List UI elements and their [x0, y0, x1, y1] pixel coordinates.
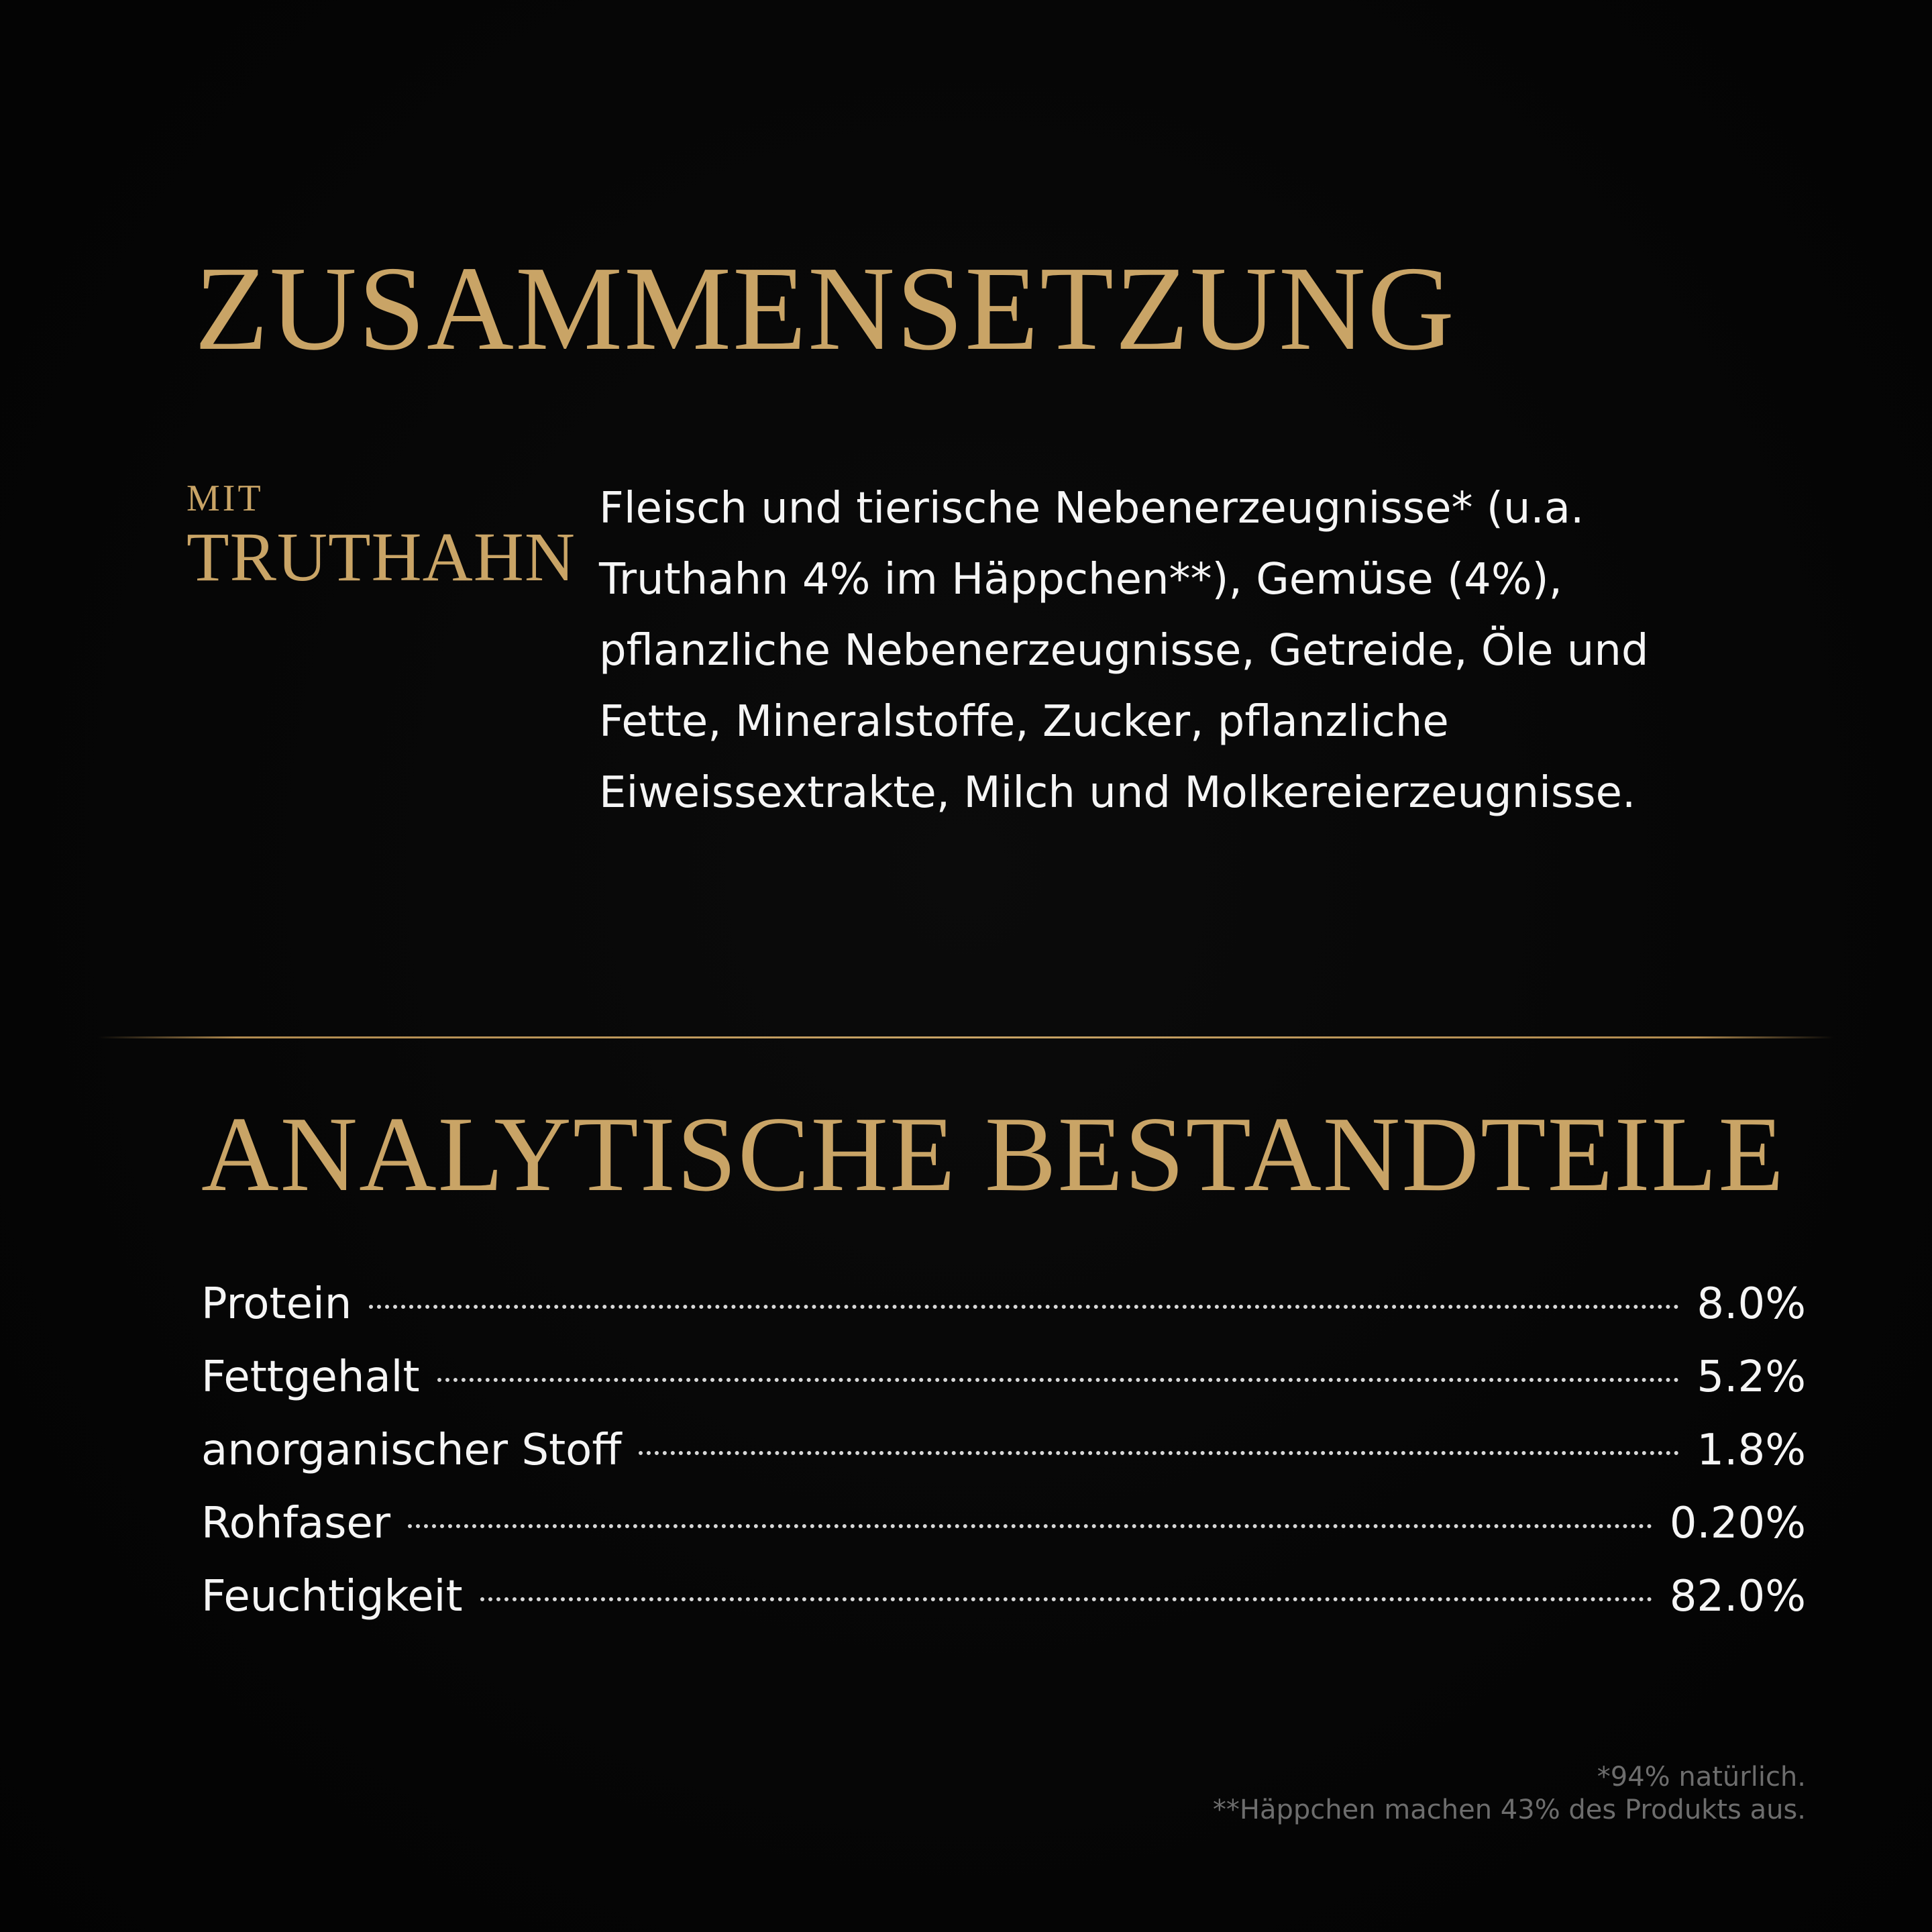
ingredients-line: Truthahn 4% im Häppchen**), Gemüse (4%), — [599, 555, 1562, 604]
flavour-name: TRUTHAHN — [186, 519, 576, 596]
nutrient-row-moisture — [201, 1560, 1806, 1633]
flavour-label — [186, 478, 576, 596]
flavour-prefix: MIT — [186, 478, 264, 519]
nutrient-label: Protein — [201, 1279, 352, 1329]
nutrient-row-protein — [201, 1268, 1806, 1341]
nutrient-row-fibre — [201, 1487, 1806, 1560]
dot-leader — [408, 1524, 1652, 1528]
composition-title: ZUSAMMENSETZUNG — [195, 241, 1456, 375]
dot-leader — [437, 1378, 1680, 1382]
footnotes — [1213, 1761, 1806, 1827]
ingredients-text — [599, 473, 1874, 828]
nutrient-value: 0.20% — [1669, 1499, 1806, 1548]
ingredients-line: Eiweissextrakte, Milch und Molkereierzeugnisse. — [599, 768, 1636, 818]
nutrient-value: 82.0% — [1669, 1572, 1806, 1621]
ingredients-line: Fette, Mineralstoffe, Zucker, pflanzliche — [599, 697, 1449, 747]
nutrient-row-fat — [201, 1341, 1806, 1414]
ingredients-line: pflanzliche Nebenerzeugnisse, Getreide, Öle und — [599, 626, 1649, 676]
section-divider — [97, 1036, 1835, 1038]
nutrient-label: Feuchtigkeit — [201, 1572, 463, 1621]
nutrient-row-ash — [201, 1414, 1806, 1487]
nutrient-label: Fettgehalt — [201, 1352, 420, 1402]
nutrient-value: 5.2% — [1697, 1352, 1806, 1402]
nutrient-value: 8.0% — [1697, 1279, 1806, 1329]
dot-leader — [480, 1597, 1652, 1601]
ingredients-line: Fleisch und tierische Nebenerzeugnisse* (u.a. — [599, 484, 1585, 533]
footnote-natural: *94% natürlich. — [1597, 1762, 1806, 1792]
analysis-title: ANALYTISCHE BESTANDTEILE — [201, 1094, 1786, 1214]
nutrient-label: anorganischer Stoff — [201, 1426, 622, 1475]
dot-leader — [639, 1451, 1679, 1455]
dot-leader — [369, 1305, 1679, 1309]
nutrient-label: Rohfaser — [201, 1499, 391, 1548]
nutrient-value: 1.8% — [1697, 1426, 1806, 1475]
nutrient-table — [201, 1268, 1806, 1633]
footnote-chunks: **Häppchen machen 43% des Produkts aus. — [1212, 1794, 1806, 1825]
